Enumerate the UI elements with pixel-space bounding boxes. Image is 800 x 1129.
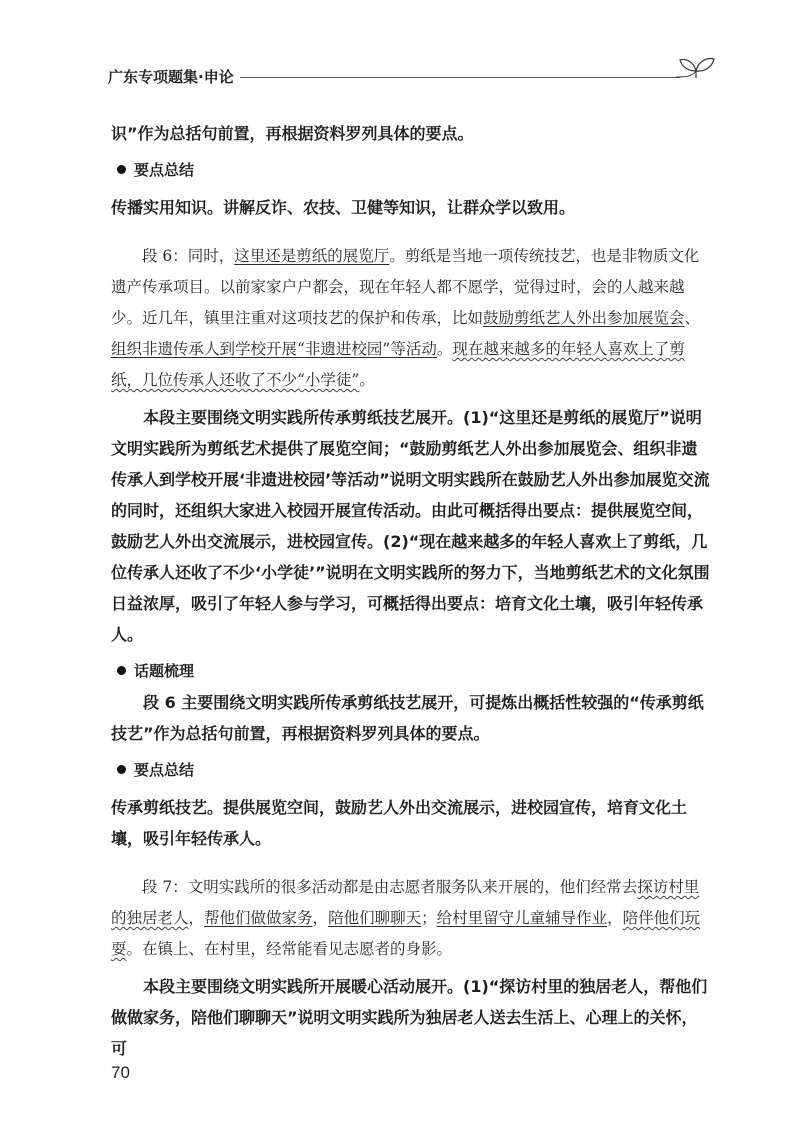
underlined-phrase: 这里还是剪纸的展览厅 xyxy=(234,247,390,265)
page-content xyxy=(111,118,711,1064)
running-header xyxy=(108,64,708,94)
key-points-summary: 传承剪纸技艺。提供展览空间，鼓励艺人外出交流展示，进校园宣传，培育文化土壤，吸引年轻传承人。 xyxy=(111,798,688,848)
wavy-underlined-phrase: 陪伴他们玩耍 xyxy=(111,909,701,958)
wavy-underlined-phrase: 探访村里的独居老人 xyxy=(111,878,700,927)
source-paragraph-7: 段 7：文明实践所的很多活动都是由志愿者服务队来开展的，他们经常去探访村里的独居老人，帮他们做做家务，陪他们聊聊天；给村里留守儿童辅导作业，陪伴他们玩耍。在镇上、在村里，经常能看见志愿者的身影。 xyxy=(111,878,701,958)
bullet-dot-icon xyxy=(117,666,126,675)
underlined-phrase: 鼓励剪纸艺人外出参加展览会 xyxy=(483,309,685,327)
paragraph-continuation: 识”作为总括句前置，再根据资料罗列具体的要点。 xyxy=(111,124,474,143)
key-points-summary: 传播实用知识。讲解反诈、农技、卫健等知识，让群众学以致用。 xyxy=(111,198,576,217)
heading-key-points: 要点总结 xyxy=(111,755,711,786)
bullet-dot-icon xyxy=(117,165,126,174)
analysis-paragraph-7: 本段主要围绕文明实践所开展暖心活动展开。(1)“探访村里的独居老人，帮他们做做家务，陪他们聊聊天”说明文明实践所为独居老人送去生活上、心理上的关怀，可 xyxy=(111,977,708,1058)
underlined-phrase: 帮他们做做家务 xyxy=(204,909,313,927)
page-number: 70 xyxy=(111,1063,130,1082)
topic-overview-paragraph: 段 6 主要围绕文明实践所传承剪纸技艺展开，可提炼出概括性较强的“传承剪纸技艺”作为总括句前置，再根据资料罗列具体的要点。 xyxy=(111,693,704,743)
book-title: 广东专项题集·申论 xyxy=(108,68,234,86)
underlined-phrase: 组织非遗传承人到学校开展“非遗进校园”等活动 xyxy=(111,340,437,358)
underlined-phrase: 陪他们聊聊天 xyxy=(328,909,422,927)
bullet-dot-icon xyxy=(117,765,126,774)
analysis-paragraph-6: 本段主要围绕文明实践所传承剪纸技艺展开。(1)“这里还是剪纸的展览厅”说明文明实践所为剪纸艺术提供了展览空间；“鼓励剪纸艺人外出参加展览会、组织非遗传承人到学校开展‘非遗进校园’等活动”说明文明实践所在鼓励艺人外出参加展览交流的同时，还组织大家进入校园开展宣传活动。由此可概括得出要点：提供展览空间，鼓励艺人外出交流展示，进校园宣传。(2)“现在越来越多的年轻人喜欢上了剪纸，几位传承人还收了不少‘小学徒’”说明在文明实践所的努力下，当地剪纸艺术的文化氛围日益浓厚，吸引了年轻人参与学习，可概括得出要点：培育文化土壤，吸引年轻传承人。 xyxy=(111,408,710,644)
heading-topic-overview: 话题梳理 xyxy=(111,656,711,687)
sprout-icon xyxy=(674,54,718,90)
heading-key-points: 要点总结 xyxy=(111,155,711,186)
header-rule xyxy=(240,77,680,78)
underlined-phrase: 给村里留守儿童辅导作业 xyxy=(436,909,608,927)
source-paragraph-6: 段 6：同时，这里还是剪纸的展览厅。剪纸是当地一项传统技艺，也是非物质文化遗产传承项目。以前家家户户都会，现在年轻人都不愿学，觉得过时，会的人越来越少。近几年，镇里注重对这项技艺的保护和传承，比如鼓励剪纸艺人外出参加展览会、组织非遗传承人到学校开展“非遗进校园”等活动。现在越来越多的年轻人喜欢上了剪纸，几位传承人还收了不少“小学徒”。 xyxy=(111,247,701,389)
wavy-underlined-phrase: 现在越来越多的年轻人喜欢上了剪纸，几位传承人还收了不少“小学徒” xyxy=(111,340,685,389)
